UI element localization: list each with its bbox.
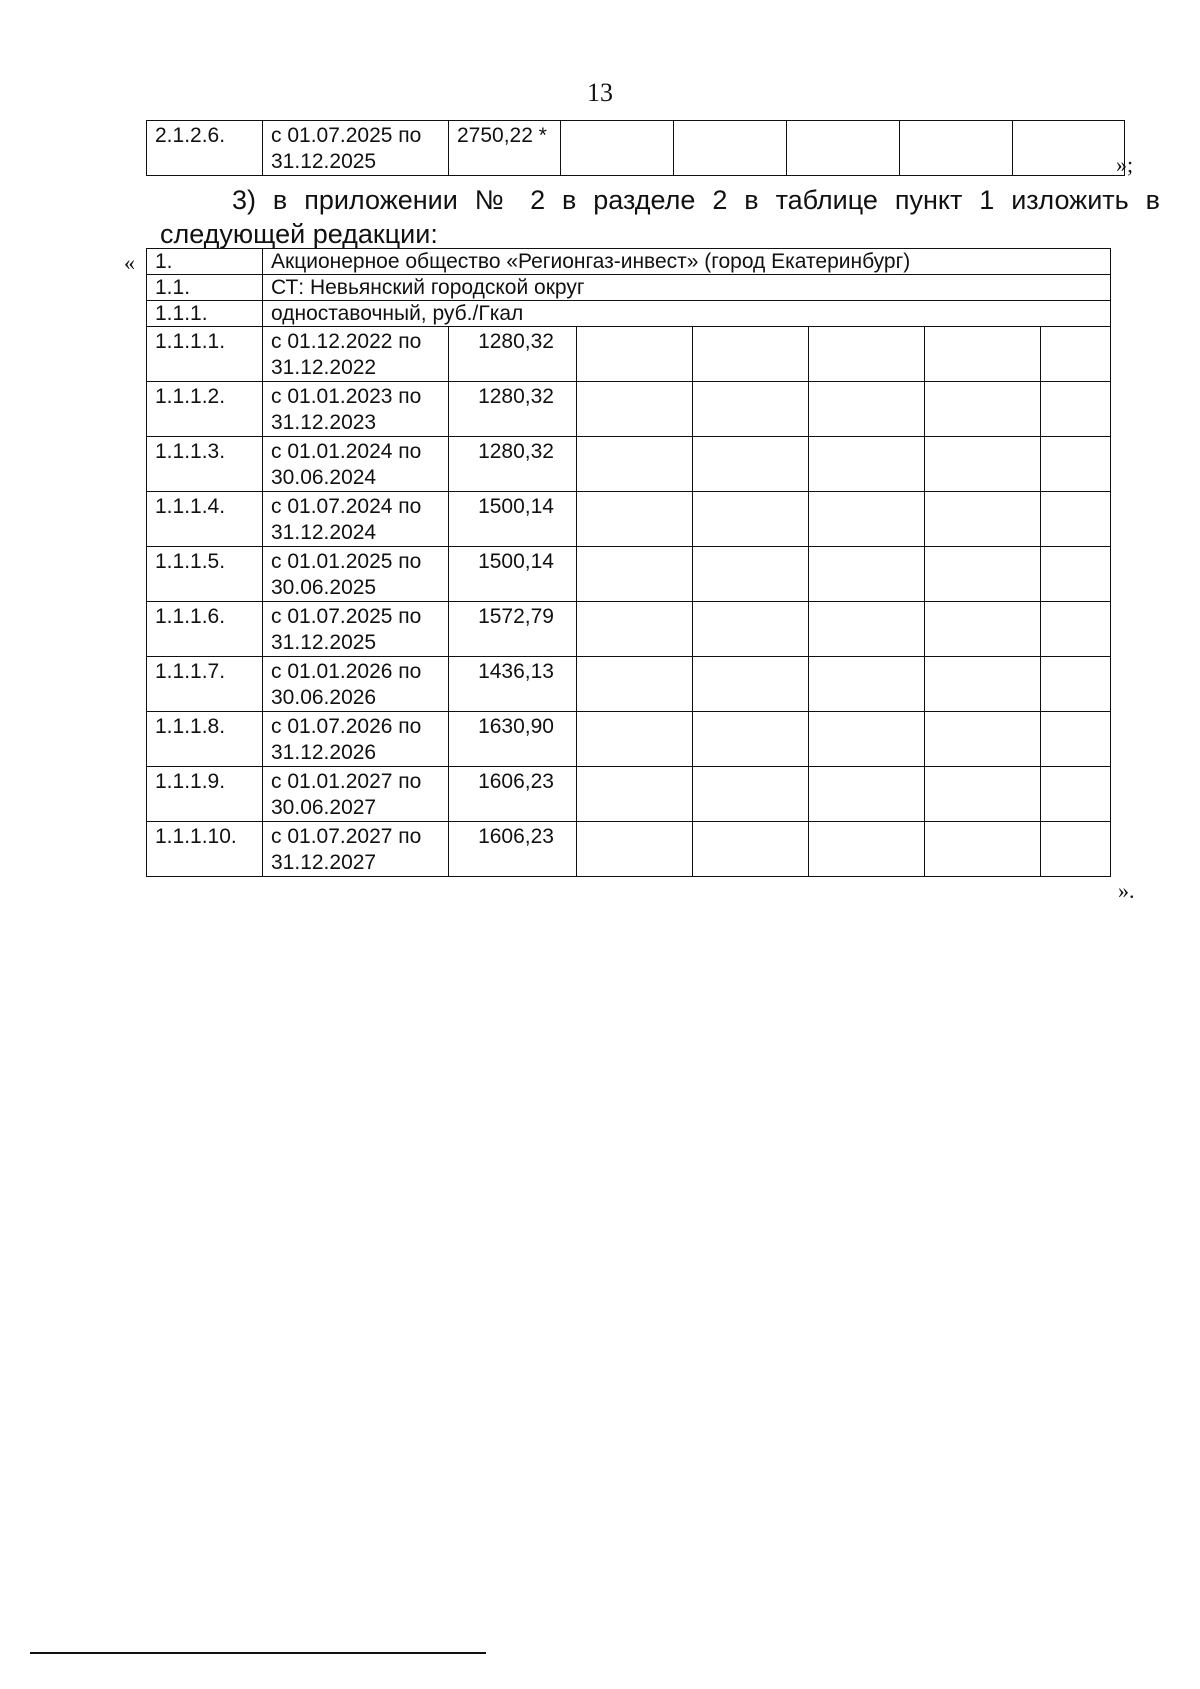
amendment-paragraph: 3) в приложении № 2 в разделе 2 в таблице пункт 1 изложить в следующей редакции: [160,185,1160,249]
table-row [147,602,1111,657]
empty-cell [925,547,1041,602]
empty-cell [925,382,1041,437]
row-code: 1.1.1.5. [147,547,263,602]
empty-cell [577,712,693,767]
empty-cell [561,121,674,176]
table-row [147,822,1111,877]
tariff-type: одноставочный, руб./Гкал [263,301,1111,327]
table-row [147,492,1111,547]
table-row [147,121,1125,176]
empty-cell [787,121,900,176]
row-code: 1. [147,249,263,275]
table-row [147,382,1111,437]
empty-cell [577,382,693,437]
row-period: с 01.07.2025 по 31.12.2025 [263,602,449,657]
empty-cell [577,822,693,877]
empty-cell [1013,121,1125,176]
empty-cell [925,712,1041,767]
table-row [147,437,1111,492]
row-code: 2.1.2.6. [147,121,263,176]
row-code: 1.1.1.3. [147,437,263,492]
empty-cell [809,437,925,492]
tariff-table-continued [146,120,1125,176]
empty-cell [1041,767,1111,822]
empty-cell [900,121,1013,176]
organization-name: Акционерное общество «Регионгаз-инвест» (город Екатеринбург) [263,249,1111,275]
row-value: 2750,22 * [449,121,561,176]
page-number: 13 [587,78,613,107]
row-period: с 01.01.2027 по 30.06.2027 [263,767,449,822]
empty-cell [693,657,809,712]
row-code: 1.1.1.9. [147,767,263,822]
row-value: 1436,13 [449,657,577,712]
empty-cell [577,602,693,657]
empty-cell [809,657,925,712]
empty-cell [1041,437,1111,492]
empty-cell [925,492,1041,547]
empty-cell [1041,547,1111,602]
empty-cell [577,767,693,822]
empty-cell [1041,327,1111,382]
empty-cell [1041,712,1111,767]
row-period: с 01.01.2025 по 30.06.2025 [263,547,449,602]
row-value: 1572,79 [449,602,577,657]
empty-cell [925,437,1041,492]
row-period: с 01.07.2024 по 31.12.2024 [263,492,449,547]
row-period: с 01.07.2025 по 31.12.2025 [263,121,449,176]
opening-quote: « [124,250,135,275]
empty-cell [577,492,693,547]
row-code: 1.1.1.10. [147,822,263,877]
row-code: 1.1.1.2. [147,382,263,437]
empty-cell [577,437,693,492]
row-value: 1280,32 [449,327,577,382]
row-period: с 01.01.2023 по 31.12.2023 [263,382,449,437]
empty-cell [809,822,925,877]
empty-cell [693,382,809,437]
row-period: с 01.12.2022 по 31.12.2022 [263,327,449,382]
territory-name: СТ: Невьянский городской округ [263,275,1111,301]
row-value: 1630,90 [449,712,577,767]
empty-cell [1041,382,1111,437]
empty-cell [577,327,693,382]
empty-cell [693,712,809,767]
empty-cell [1041,492,1111,547]
empty-cell [809,327,925,382]
row-code: 1.1.1.6. [147,602,263,657]
empty-cell [809,547,925,602]
empty-cell [809,492,925,547]
row-value: 1606,23 [449,767,577,822]
empty-cell [693,602,809,657]
row-value: 1280,32 [449,437,577,492]
empty-cell [925,327,1041,382]
row-code: 1.1.1. [147,301,263,327]
empty-cell [925,657,1041,712]
row-value: 1606,23 [449,822,577,877]
table-header-row [147,275,1111,301]
row-code: 1.1.1.8. [147,712,263,767]
row-period: с 01.01.2026 по 30.06.2026 [263,657,449,712]
empty-cell [693,437,809,492]
table-row [147,327,1111,382]
table-row [147,712,1111,767]
empty-cell [809,767,925,822]
row-code: 1.1.1.1. [147,327,263,382]
row-value: 1500,14 [449,547,577,602]
closing-quote-2: ». [1118,878,1135,903]
empty-cell [1041,822,1111,877]
closing-quote-1: »; [1116,152,1134,177]
empty-cell [693,767,809,822]
row-value: 1280,32 [449,382,577,437]
empty-cell [693,327,809,382]
table-header-row [147,249,1111,275]
empty-cell [577,547,693,602]
table-header-row [147,301,1111,327]
row-code: 1.1.1.7. [147,657,263,712]
row-code: 1.1. [147,275,263,301]
empty-cell [925,602,1041,657]
empty-cell [809,712,925,767]
tariff-table [146,248,1111,877]
empty-cell [577,657,693,712]
table-row [147,547,1111,602]
empty-cell [674,121,787,176]
empty-cell [693,822,809,877]
row-period: с 01.07.2027 по 31.12.2027 [263,822,449,877]
empty-cell [809,602,925,657]
row-period: с 01.01.2024 по 30.06.2024 [263,437,449,492]
row-period: с 01.07.2026 по 31.12.2026 [263,712,449,767]
row-value: 1500,14 [449,492,577,547]
table-row [147,767,1111,822]
empty-cell [925,822,1041,877]
empty-cell [1041,602,1111,657]
row-code: 1.1.1.4. [147,492,263,547]
table-row [147,657,1111,712]
empty-cell [925,767,1041,822]
empty-cell [809,382,925,437]
empty-cell [693,547,809,602]
footer-divider [30,1652,486,1654]
empty-cell [1041,657,1111,712]
empty-cell [693,492,809,547]
